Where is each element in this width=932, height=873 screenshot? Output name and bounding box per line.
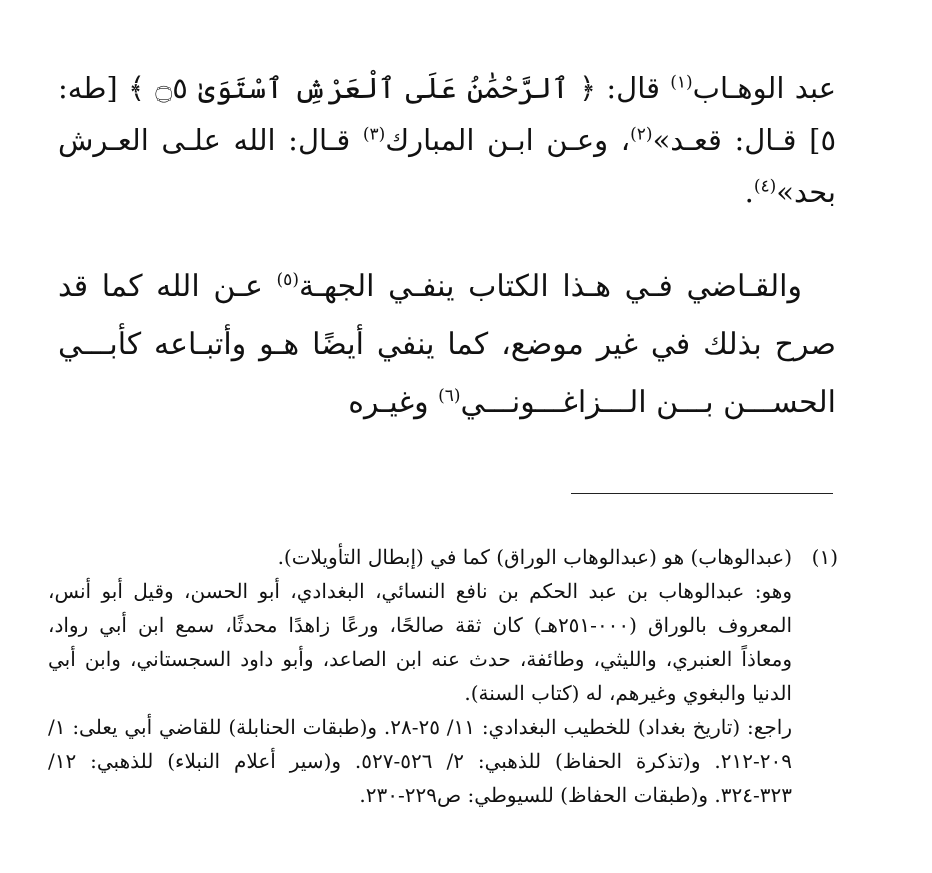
footnote-separator: [571, 493, 833, 494]
footnote-marker-4: (٤): [753, 176, 777, 197]
footnote-number: (١): [811, 545, 838, 569]
main-paragraph-2: [58, 258, 836, 432]
text-segment: عـن الله كما قد صرح بذلك في غير موضع، كما ينفي أيضًا هـو وأتبـاعه كأبـــي الحســـن بـــن الـــزاغـــونـــي: [58, 269, 836, 420]
text-segment: والقـاضي فـي هـذا الكتاب ينفـي الجهـة: [298, 269, 803, 304]
text-segment: .: [744, 175, 754, 209]
text-segment: قـال: قعـد»: [652, 123, 797, 157]
footnote-1-heading: [48, 540, 838, 574]
footnote-marker-3: (٣): [362, 124, 386, 145]
text-segment: وغيـره: [348, 385, 429, 420]
quran-verse: ﴿ ٱلرَّحْمَٰنُ عَلَى ٱلْعَرْشِ ٱسْتَوَىٰ ۝٥ ﴾: [128, 71, 597, 105]
verse-reference: [طه: ٥]: [58, 71, 837, 157]
footnote-1-biography: وهو: عبدالوهاب بن عبد الحكم بن نافع النسائي، البغدادي، أبو الحسن، وقيل أبو أنس، المعروف بالوراق (٠٠٠-٢٥١هـ) كان ثقة صالحًا، ورعًا زاهدًا محدثًا، سمع ابن أبي رواد، ومعاذاً العنبري، والليثي، وطائفة، حدث عنه ابن الصاعد، وأبو داود السجستاني، وابن أبي الدنيا والبغوي وغيرهم، له (كتاب السنة).: [48, 579, 793, 705]
text-segment: عبد الوهـاب: [692, 71, 836, 105]
footnote-marker-5: (٥): [276, 270, 299, 290]
footnote-1-references: راجع: (تاريخ بغداد) للخطيب البغدادي: ١١/ ٢٥-٢٨. و(طبقات الحنابلة) للقاضي أبي يعلى: ١/ ٢٠٩-٢١٢. و(تذكرة الحفاظ) للذهبي: ٢/ ٥٢٦-٥٢٧. و(سير أعلام النبلاء) للذهبي: ١٢/ ٣٢٣-٣٢٤. و(طبقات الحفاظ) للسيوطي: ص٢٢٩-٢٣٠.: [48, 715, 792, 807]
text-segment: قـال: الله علـى العـرش بحد»: [58, 123, 836, 209]
footnote-text: (عبدالوهاب) هو (عبدالوهاب الوراق) كما في (إبطال التأويلات).: [277, 545, 792, 569]
footnotes-block: [48, 540, 838, 812]
footnote-marker-1: (١): [670, 72, 693, 93]
footnote-marker-2: (٢): [630, 124, 653, 145]
text-segment: قال:: [606, 71, 660, 105]
footnote-marker-6: (٦): [438, 386, 461, 406]
main-paragraph-1: [58, 62, 836, 218]
text-segment: ، وعـن ابـن المبارك: [385, 123, 631, 157]
